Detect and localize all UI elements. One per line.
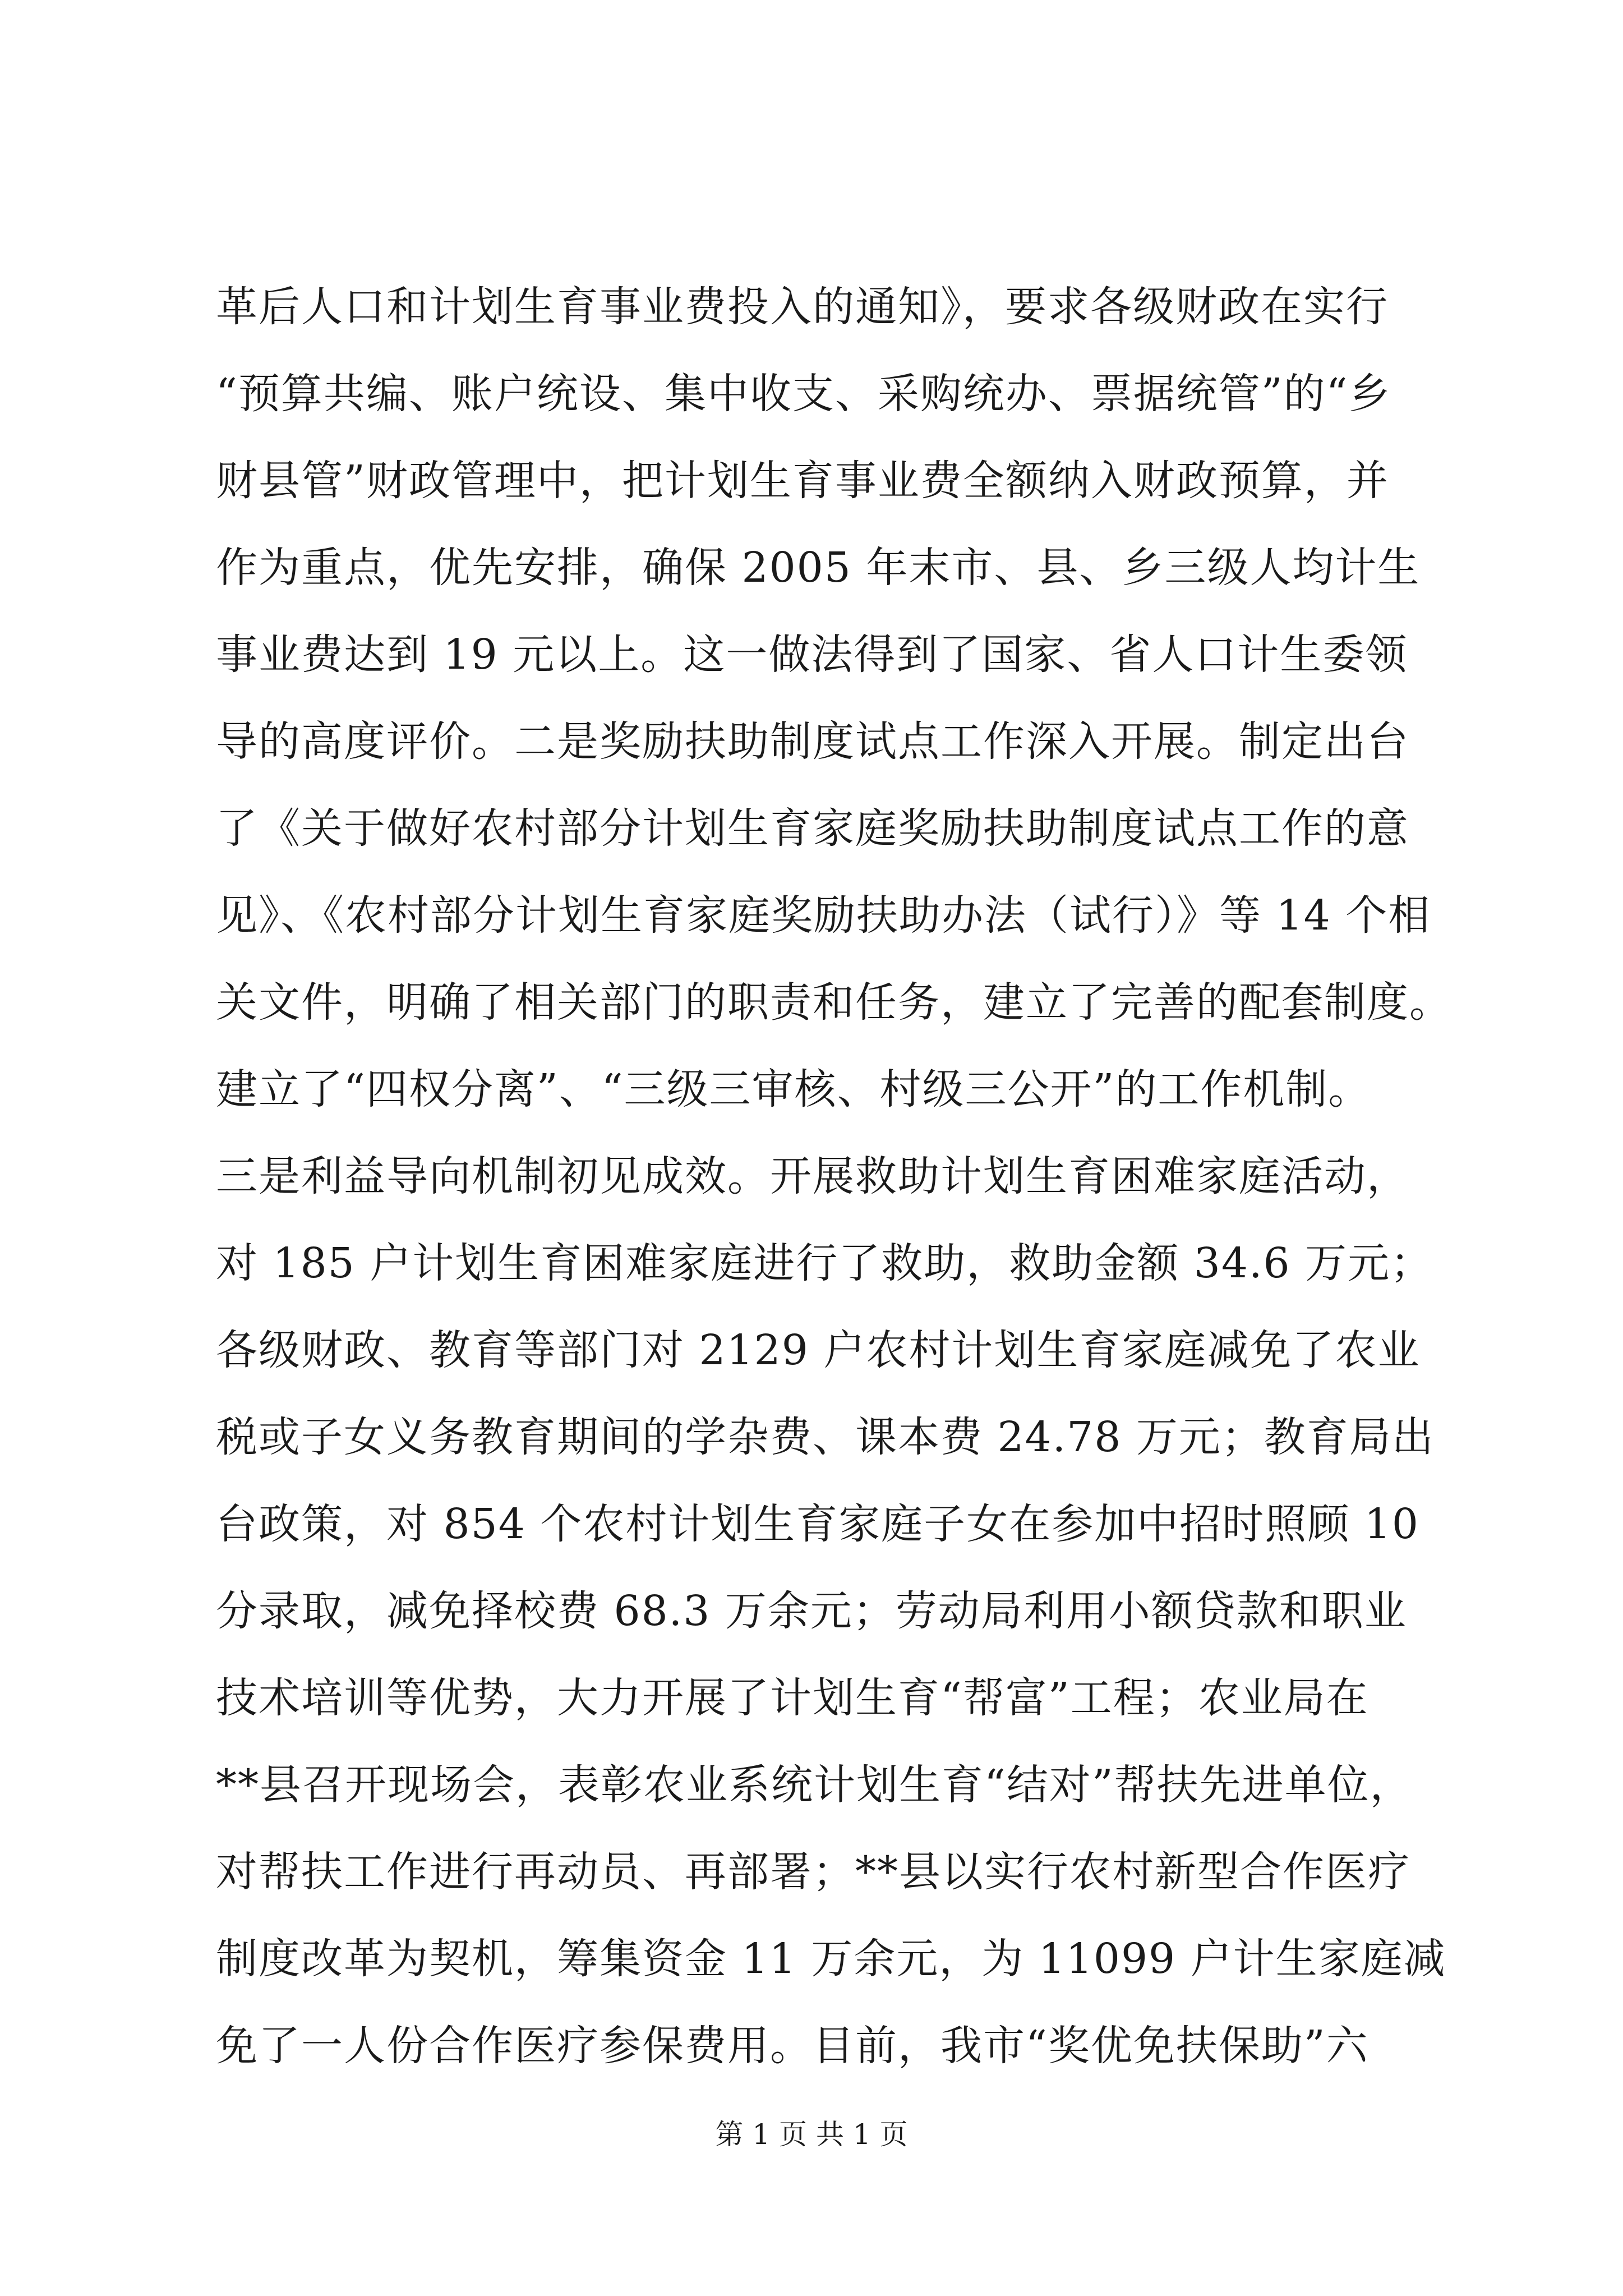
text-line: 作为重点，优先安排，确保 2005 年末市、县、乡三级人均计生 bbox=[216, 544, 1421, 592]
text-line: 财县管”财政管理中，把计划生育事业费全额纳入财政预算，并 bbox=[216, 457, 1389, 505]
text-line: 技术培训等优势，大力开展了计划生育“帮富”工程；农业局在 bbox=[216, 1674, 1369, 1722]
text-line: 革后人口和计划生育事业费投入的通知》，要求各级财政在实行 bbox=[216, 283, 1389, 331]
text-line: 分录取，减免择校费 68.3 万余元；劳动局利用小额贷款和职业 bbox=[216, 1587, 1407, 1635]
page-footer bbox=[0, 2118, 1623, 2151]
text-line: 事业费达到 19 元以上。这一做法得到了国家、省人口计生委领 bbox=[216, 631, 1408, 679]
text-line: 关文件，明确了相关部门的职责和任务，建立了完善的配套制度。 bbox=[216, 978, 1452, 1027]
text-line: 制度改革为契机，筹集资金 11 万余元，为 11099 户计生家庭减 bbox=[216, 1935, 1446, 1983]
text-line: 建立了“四权分离”、“三级三审核、村级三公开”的工作机制。 bbox=[216, 1065, 1371, 1114]
text-line: 了《关于做好农村部分计划生育家庭奖励扶助制度试点工作的意 bbox=[216, 804, 1409, 853]
body-text bbox=[216, 264, 1452, 2090]
text-line: 税或子女义务教育期间的学杂费、课本费 24.78 万元；教育局出 bbox=[216, 1413, 1435, 1461]
text-line: 台政策，对 854 个农村计划生育家庭子女在参加中招时照顾 10 bbox=[216, 1500, 1419, 1548]
text-line: “预算共编、账户统设、集中收支、采购统办、票据统管”的“乡 bbox=[216, 370, 1391, 418]
text-line: 各级财政、教育等部门对 2129 户农村计划生育家庭减免了农业 bbox=[216, 1326, 1421, 1374]
text-line: 对 185 户计划生育困难家庭进行了救助，救助金额 34.6 万元； bbox=[216, 1239, 1433, 1287]
text-line: 免了一人份合作医疗参保费用。目前，我市“奖优免扶保助”六 bbox=[216, 2022, 1369, 2070]
text-line: 对帮扶工作进行再动员、再部署；**县以实行农村新型合作医疗 bbox=[216, 1848, 1410, 1896]
text-line: **县召开现场会，表彰农业系统计划生育“结对”帮扶先进单位， bbox=[216, 1761, 1413, 1809]
page-number-label: 第 1 页 共 1 页 bbox=[715, 2118, 908, 2151]
text-line: 见》、《农村部分计划生育家庭奖励扶助办法（试行）》等 14 个相 bbox=[216, 891, 1431, 940]
text-line: 三是利益导向机制初见成效。开展救助计划生育困难家庭活动， bbox=[216, 1152, 1409, 1200]
text-line: 导的高度评价。二是奖励扶助制度试点工作深入开展。制定出台 bbox=[216, 717, 1409, 766]
